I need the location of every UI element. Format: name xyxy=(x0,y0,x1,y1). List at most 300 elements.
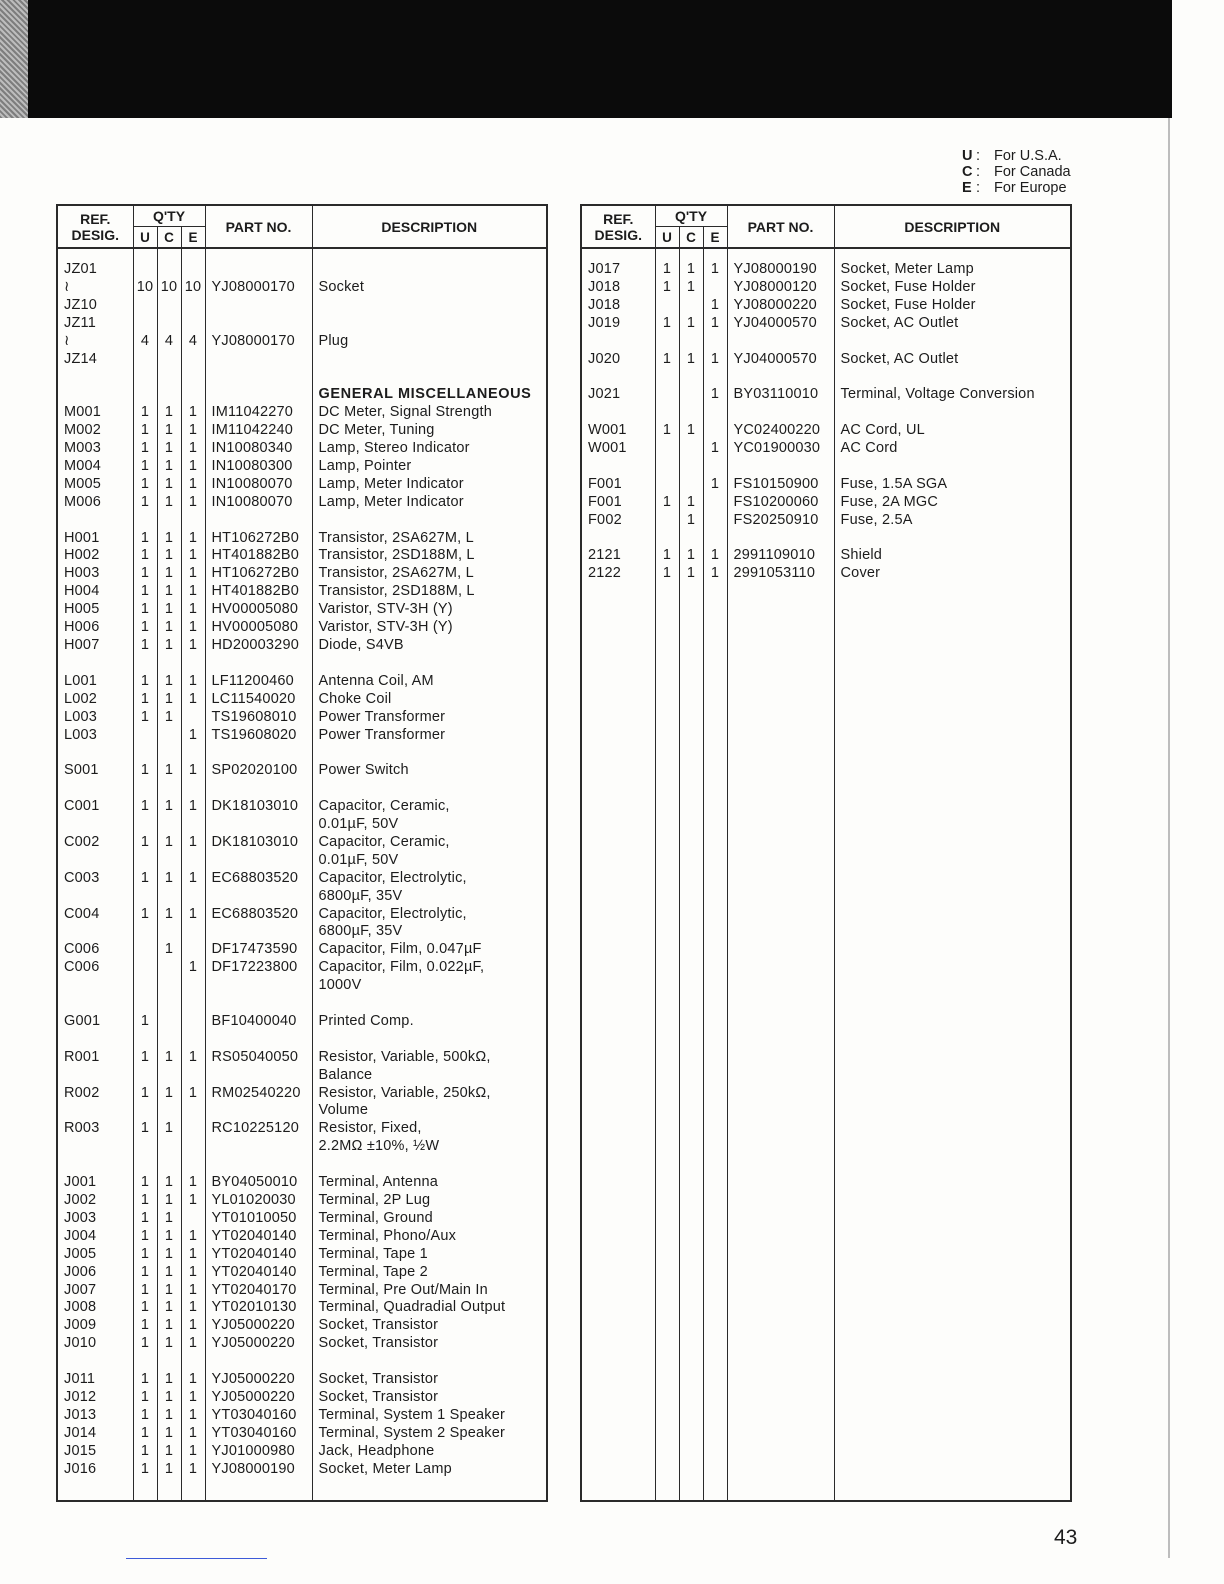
ref-desig-cell: JZ10 xyxy=(57,297,133,315)
qty-u-header: U xyxy=(655,227,679,249)
part-no-cell xyxy=(205,744,312,762)
ref-desig-cell: J014 xyxy=(57,1425,133,1443)
part-no-cell: YJ05000220 xyxy=(205,1317,312,1335)
ref-desig-cell xyxy=(57,1138,133,1156)
description-cell: Terminal, Quadradial Output xyxy=(312,1299,547,1317)
description-header: DESCRIPTION xyxy=(312,205,547,248)
description-cell: Transistor, 2SA627M, L xyxy=(312,530,547,548)
qty-e-cell: 1 xyxy=(181,1049,205,1067)
ref-desig-cell: H001 xyxy=(57,530,133,548)
qty-u-cell: 1 xyxy=(133,906,157,924)
qty-e-cell: 1 xyxy=(703,386,727,404)
qty-c-cell xyxy=(157,1031,181,1049)
qty-c-cell: 1 xyxy=(157,601,181,619)
qty-u-cell: 1 xyxy=(133,691,157,709)
ref-desig-cell xyxy=(57,977,133,995)
table-row xyxy=(57,1067,547,1085)
qty-u-cell: 1 xyxy=(133,422,157,440)
table-row xyxy=(581,494,1071,512)
qty-u-cell: 1 xyxy=(133,798,157,816)
part-no-cell: YJ05000220 xyxy=(205,1335,312,1353)
part-no-header: PART NO. xyxy=(205,205,312,248)
qty-u-cell xyxy=(655,530,679,548)
qty-u-cell xyxy=(133,368,157,386)
part-no-cell: DF17473590 xyxy=(205,941,312,959)
qty-u-cell: 1 xyxy=(655,351,679,369)
legend-row: E : For Europe xyxy=(962,180,1067,196)
ref-desig-header: REF. DESIG. xyxy=(581,205,655,248)
qty-u-cell xyxy=(133,1031,157,1049)
description-cell: Varistor, STV-3H (Y) xyxy=(312,601,547,619)
qty-e-cell xyxy=(181,977,205,995)
description-cell: Capacitor, Ceramic, xyxy=(312,798,547,816)
qty-u-cell: 1 xyxy=(133,440,157,458)
ref-desig-cell: M005 xyxy=(57,476,133,494)
table-row xyxy=(57,565,547,583)
table-row xyxy=(581,368,1071,386)
qty-e-cell xyxy=(181,1210,205,1228)
description-cell: Lamp, Stereo Indicator xyxy=(312,440,547,458)
description-cell: 2.2MΩ ±10%, ½W xyxy=(312,1138,547,1156)
description-cell xyxy=(312,368,547,386)
qty-e-cell: 1 xyxy=(181,440,205,458)
qty-c-cell: 1 xyxy=(157,1282,181,1300)
description-header: DESCRIPTION xyxy=(834,205,1071,248)
qty-c-cell xyxy=(157,816,181,834)
qty-c-cell: 1 xyxy=(157,906,181,924)
ref-desig-cell: W001 xyxy=(581,422,655,440)
part-no-cell: YJ08000120 xyxy=(727,279,834,297)
description-cell: 0.01µF, 50V xyxy=(312,852,547,870)
table-row xyxy=(581,386,1071,404)
qty-u-cell xyxy=(133,1156,157,1174)
qty-e-cell: 1 xyxy=(181,530,205,548)
table-row xyxy=(57,1013,547,1031)
part-no-cell: YT02010130 xyxy=(205,1299,312,1317)
table-row xyxy=(57,1210,547,1228)
part-no-cell: 2991053110 xyxy=(727,565,834,583)
scan-edge-texture xyxy=(0,0,28,118)
ref-desig-cell: M006 xyxy=(57,494,133,512)
qty-u-cell xyxy=(133,1353,157,1371)
description-cell: 0.01µF, 50V xyxy=(312,816,547,834)
ref-desig-cell: J009 xyxy=(57,1317,133,1335)
qty-e-cell: 1 xyxy=(181,691,205,709)
description-cell xyxy=(312,297,547,315)
table-row xyxy=(57,1174,547,1192)
ref-desig-cell: M004 xyxy=(57,458,133,476)
qty-u-cell xyxy=(133,386,157,404)
qty-e-cell: 1 xyxy=(181,1335,205,1353)
table-row xyxy=(57,1102,547,1120)
description-cell xyxy=(312,261,547,279)
table-row xyxy=(57,1156,547,1174)
qty-u-cell: 1 xyxy=(133,1246,157,1264)
legend-key: U xyxy=(962,148,973,164)
qty-u-cell: 1 xyxy=(133,494,157,512)
qty-c-cell: 1 xyxy=(157,637,181,655)
table-row xyxy=(57,1335,547,1353)
part-no-cell: IM11042270 xyxy=(205,404,312,422)
table-row xyxy=(57,1264,547,1282)
description-cell: GENERAL MISCELLANEOUS xyxy=(312,386,547,404)
ref-desig-cell: J002 xyxy=(57,1192,133,1210)
qty-c-cell: 1 xyxy=(157,458,181,476)
qty-c-cell xyxy=(157,1067,181,1085)
part-no-cell: FS10150900 xyxy=(727,476,834,494)
qty-c-cell: 1 xyxy=(157,1264,181,1282)
qty-c-cell xyxy=(157,1353,181,1371)
qty-c-cell: 1 xyxy=(157,1174,181,1192)
description-cell xyxy=(312,1156,547,1174)
ref-desig-cell: J018 xyxy=(581,297,655,315)
description-cell: Terminal, Antenna xyxy=(312,1174,547,1192)
part-no-cell xyxy=(727,368,834,386)
table-row xyxy=(57,1425,547,1443)
ref-desig-cell: J016 xyxy=(57,1461,133,1479)
qty-u-cell: 1 xyxy=(655,547,679,565)
description-cell: Capacitor, Film, 0.022µF, xyxy=(312,959,547,977)
table-row xyxy=(57,512,547,530)
table-row xyxy=(57,995,547,1013)
qty-u-cell xyxy=(133,977,157,995)
qty-e-cell xyxy=(181,780,205,798)
table-row xyxy=(581,315,1071,333)
table-row xyxy=(57,816,547,834)
ref-desig-cell: C002 xyxy=(57,834,133,852)
qty-c-cell: 1 xyxy=(679,547,703,565)
qty-c-cell xyxy=(157,1013,181,1031)
ref-desig-cell: C001 xyxy=(57,798,133,816)
ref-desig-cell: J018 xyxy=(581,279,655,297)
qty-e-cell xyxy=(181,1156,205,1174)
part-no-cell xyxy=(205,995,312,1013)
qty-u-cell: 1 xyxy=(133,870,157,888)
ref-desig-cell: J013 xyxy=(57,1407,133,1425)
part-no-cell xyxy=(205,1353,312,1371)
legend-row: C : For Canada xyxy=(962,164,1071,180)
table-row xyxy=(581,279,1071,297)
qty-u-cell: 1 xyxy=(133,762,157,780)
part-no-cell: HD20003290 xyxy=(205,637,312,655)
qty-e-cell xyxy=(181,709,205,727)
description-cell: 6800µF, 35V xyxy=(312,888,547,906)
table-row xyxy=(57,673,547,691)
qty-u-cell xyxy=(133,780,157,798)
qty-e-cell: 1 xyxy=(181,1443,205,1461)
table-row xyxy=(581,440,1071,458)
description-cell: Terminal, Phono/Aux xyxy=(312,1228,547,1246)
qty-u-cell: 1 xyxy=(133,637,157,655)
table-row xyxy=(57,386,547,404)
qty-c-cell: 1 xyxy=(157,422,181,440)
description-cell: Socket, Transistor xyxy=(312,1335,547,1353)
description-cell: Printed Comp. xyxy=(312,1013,547,1031)
ref-desig-cell: H005 xyxy=(57,601,133,619)
qty-u-cell xyxy=(133,297,157,315)
description-cell: DC Meter, Tuning xyxy=(312,422,547,440)
qty-u-cell xyxy=(133,1138,157,1156)
qty-e-cell: 1 xyxy=(181,1192,205,1210)
description-cell: Transistor, 2SD188M, L xyxy=(312,583,547,601)
description-cell: Terminal, Pre Out/Main In xyxy=(312,1282,547,1300)
description-cell: Diode, S4VB xyxy=(312,637,547,655)
part-no-cell xyxy=(205,512,312,530)
qty-c-cell xyxy=(157,852,181,870)
part-no-cell: HT106272B0 xyxy=(205,565,312,583)
legend-text: For Europe xyxy=(994,180,1067,196)
qty-c-cell: 1 xyxy=(157,1371,181,1389)
ref-desig-cell xyxy=(581,368,655,386)
ref-desig-cell xyxy=(581,530,655,548)
table-row xyxy=(57,494,547,512)
description-cell: Fuse, 2.5A xyxy=(834,512,1071,530)
qty-c-cell: 1 xyxy=(157,440,181,458)
ref-desig-cell: J005 xyxy=(57,1246,133,1264)
table-row xyxy=(581,404,1071,422)
legend-text: For Canada xyxy=(994,164,1071,180)
qty-c-cell: 1 xyxy=(679,494,703,512)
description-cell: 6800µF, 35V xyxy=(312,923,547,941)
part-no-cell: IN10080070 xyxy=(205,476,312,494)
qty-u-cell: 1 xyxy=(133,404,157,422)
part-no-cell xyxy=(205,297,312,315)
ref-desig-cell: J007 xyxy=(57,1282,133,1300)
qty-c-cell xyxy=(679,404,703,422)
qty-e-cell: 1 xyxy=(181,834,205,852)
page-edge-rule xyxy=(1168,118,1170,1558)
qty-e-cell: 1 xyxy=(181,404,205,422)
part-no-cell: BY04050010 xyxy=(205,1174,312,1192)
qty-e-cell: 1 xyxy=(181,1461,205,1479)
qty-c-cell xyxy=(679,297,703,315)
qty-u-cell xyxy=(133,888,157,906)
qty-c-cell: 1 xyxy=(157,762,181,780)
part-no-cell: YJ04000570 xyxy=(727,315,834,333)
qty-e-cell: 1 xyxy=(181,476,205,494)
description-cell: Resistor, Fixed, xyxy=(312,1120,547,1138)
qty-e-cell xyxy=(181,923,205,941)
description-cell: Fuse, 1.5A SGA xyxy=(834,476,1071,494)
footer-rule xyxy=(126,1558,267,1559)
qty-u-cell: 1 xyxy=(133,547,157,565)
qty-c-cell: 1 xyxy=(157,1228,181,1246)
qty-c-cell xyxy=(157,655,181,673)
part-no-cell: RC10225120 xyxy=(205,1120,312,1138)
qty-c-cell xyxy=(679,386,703,404)
description-cell: Power Switch xyxy=(312,762,547,780)
ref-desig-cell: H007 xyxy=(57,637,133,655)
ref-desig-cell: J010 xyxy=(57,1335,133,1353)
part-no-cell: IN10080070 xyxy=(205,494,312,512)
qty-c-cell xyxy=(157,995,181,1013)
qty-u-cell: 1 xyxy=(655,565,679,583)
qty-e-cell xyxy=(181,1138,205,1156)
ref-desig-cell: H003 xyxy=(57,565,133,583)
ref-desig-cell: C006 xyxy=(57,941,133,959)
qty-u-cell: 1 xyxy=(133,1049,157,1067)
description-cell: Fuse, 2A MGC xyxy=(834,494,1071,512)
part-no-cell: YT02040170 xyxy=(205,1282,312,1300)
page-number: 43 xyxy=(1054,1526,1078,1549)
ref-desig-cell: H006 xyxy=(57,619,133,637)
description-cell: Socket, Transistor xyxy=(312,1317,547,1335)
qty-u-cell xyxy=(133,923,157,941)
description-cell xyxy=(312,655,547,673)
part-no-cell: YJ04000570 xyxy=(727,351,834,369)
table-row xyxy=(57,333,547,351)
qty-e-cell xyxy=(703,368,727,386)
description-cell: Resistor, Variable, 500kΩ, xyxy=(312,1049,547,1067)
qty-e-cell: 1 xyxy=(181,1371,205,1389)
ref-desig-cell: L003 xyxy=(57,709,133,727)
ref-desig-cell xyxy=(57,744,133,762)
description-cell: 1000V xyxy=(312,977,547,995)
qty-u-cell: 10 xyxy=(133,279,157,297)
part-no-cell xyxy=(205,386,312,404)
part-no-cell: YC02400220 xyxy=(727,422,834,440)
description-cell: Socket, Transistor xyxy=(312,1371,547,1389)
qty-c-cell xyxy=(157,297,181,315)
qty-e-cell: 1 xyxy=(181,1264,205,1282)
ref-desig-cell xyxy=(57,888,133,906)
ref-desig-cell xyxy=(57,1067,133,1085)
qty-u-cell: 1 xyxy=(133,1443,157,1461)
qty-c-cell: 1 xyxy=(157,1335,181,1353)
ref-desig-cell: J012 xyxy=(57,1389,133,1407)
qty-u-cell xyxy=(133,727,157,745)
part-no-cell: LF11200460 xyxy=(205,673,312,691)
part-no-cell: YJ08000220 xyxy=(727,297,834,315)
qty-u-cell xyxy=(133,512,157,530)
table-row xyxy=(57,315,547,333)
qty-e-cell xyxy=(181,386,205,404)
qty-c-cell: 1 xyxy=(157,1299,181,1317)
table-row xyxy=(57,351,547,369)
qty-c-cell xyxy=(679,476,703,494)
table-row xyxy=(57,852,547,870)
part-no-cell: HT401882B0 xyxy=(205,547,312,565)
description-cell xyxy=(834,458,1071,476)
description-cell xyxy=(312,744,547,762)
table-row xyxy=(581,547,1071,565)
part-no-cell xyxy=(727,530,834,548)
qty-u-cell xyxy=(655,476,679,494)
table-row xyxy=(57,1299,547,1317)
ref-desig-cell: J017 xyxy=(581,261,655,279)
qty-c-cell: 1 xyxy=(157,798,181,816)
qty-c-cell: 1 xyxy=(157,1461,181,1479)
qty-u-cell: 1 xyxy=(133,1461,157,1479)
table-row xyxy=(57,655,547,673)
qty-e-cell: 1 xyxy=(181,1228,205,1246)
qty-e-cell xyxy=(181,1067,205,1085)
part-no-cell xyxy=(205,1031,312,1049)
qty-c-cell xyxy=(157,744,181,762)
part-no-cell: YJ08000170 xyxy=(205,279,312,297)
qty-c-cell: 1 xyxy=(157,476,181,494)
description-cell xyxy=(312,351,547,369)
qty-u-cell: 4 xyxy=(133,333,157,351)
qty-u-cell xyxy=(133,1067,157,1085)
ref-desig-cell: C006 xyxy=(57,959,133,977)
parts-table-right xyxy=(580,204,1072,1502)
part-no-cell: FS20250910 xyxy=(727,512,834,530)
description-cell: Socket, Meter Lamp xyxy=(834,261,1071,279)
qty-c-cell xyxy=(157,1102,181,1120)
part-no-cell xyxy=(205,315,312,333)
part-no-cell: YJ05000220 xyxy=(205,1371,312,1389)
qty-e-cell: 1 xyxy=(703,440,727,458)
description-cell xyxy=(312,1031,547,1049)
qty-e-header: E xyxy=(181,227,205,249)
ref-desig-cell: J020 xyxy=(581,351,655,369)
qty-u-cell: 1 xyxy=(133,530,157,548)
part-no-cell: YJ08000170 xyxy=(205,333,312,351)
qty-e-cell xyxy=(181,655,205,673)
table-row xyxy=(57,1389,547,1407)
description-cell xyxy=(834,333,1071,351)
qty-c-cell: 1 xyxy=(679,315,703,333)
qty-c-cell: 1 xyxy=(157,1407,181,1425)
ref-desig-cell: J011 xyxy=(57,1371,133,1389)
part-no-cell xyxy=(205,1067,312,1085)
qty-u-cell: 1 xyxy=(133,1425,157,1443)
description-cell: AC Cord xyxy=(834,440,1071,458)
qty-e-cell: 10 xyxy=(181,279,205,297)
table-row xyxy=(57,530,547,548)
qty-e-cell: 1 xyxy=(181,798,205,816)
qty-e-cell: 1 xyxy=(703,315,727,333)
qty-e-cell xyxy=(181,941,205,959)
table-row xyxy=(57,888,547,906)
qty-u-cell: 1 xyxy=(133,1335,157,1353)
ref-desig-cell xyxy=(57,1156,133,1174)
table-row xyxy=(57,261,547,279)
part-no-cell xyxy=(205,1138,312,1156)
table-row xyxy=(57,279,547,297)
ref-desig-cell: W001 xyxy=(581,440,655,458)
table-row xyxy=(581,530,1071,548)
table-row xyxy=(57,1461,547,1479)
table-row xyxy=(57,1371,547,1389)
table-row xyxy=(57,1282,547,1300)
qty-e-cell: 1 xyxy=(181,458,205,476)
table-row xyxy=(57,1085,547,1103)
table-row xyxy=(57,440,547,458)
qty-e-cell: 1 xyxy=(181,906,205,924)
table-row xyxy=(57,798,547,816)
qty-c-cell xyxy=(157,923,181,941)
qty-e-cell xyxy=(181,512,205,530)
qty-e-cell xyxy=(181,852,205,870)
qty-e-cell xyxy=(703,279,727,297)
qty-u-cell xyxy=(655,297,679,315)
part-no-cell: DF17223800 xyxy=(205,959,312,977)
table-row xyxy=(57,923,547,941)
ref-desig-cell xyxy=(57,852,133,870)
part-no-cell: FS10200060 xyxy=(727,494,834,512)
part-no-cell: YJ05000220 xyxy=(205,1389,312,1407)
qty-u-cell xyxy=(655,386,679,404)
ref-desig-cell xyxy=(57,1102,133,1120)
table-row xyxy=(57,1138,547,1156)
qty-e-cell: 1 xyxy=(181,673,205,691)
qty-e-cell: 1 xyxy=(181,601,205,619)
qty-u-cell xyxy=(655,512,679,530)
qty-c-cell: 1 xyxy=(157,709,181,727)
qty-c-cell: 1 xyxy=(679,279,703,297)
